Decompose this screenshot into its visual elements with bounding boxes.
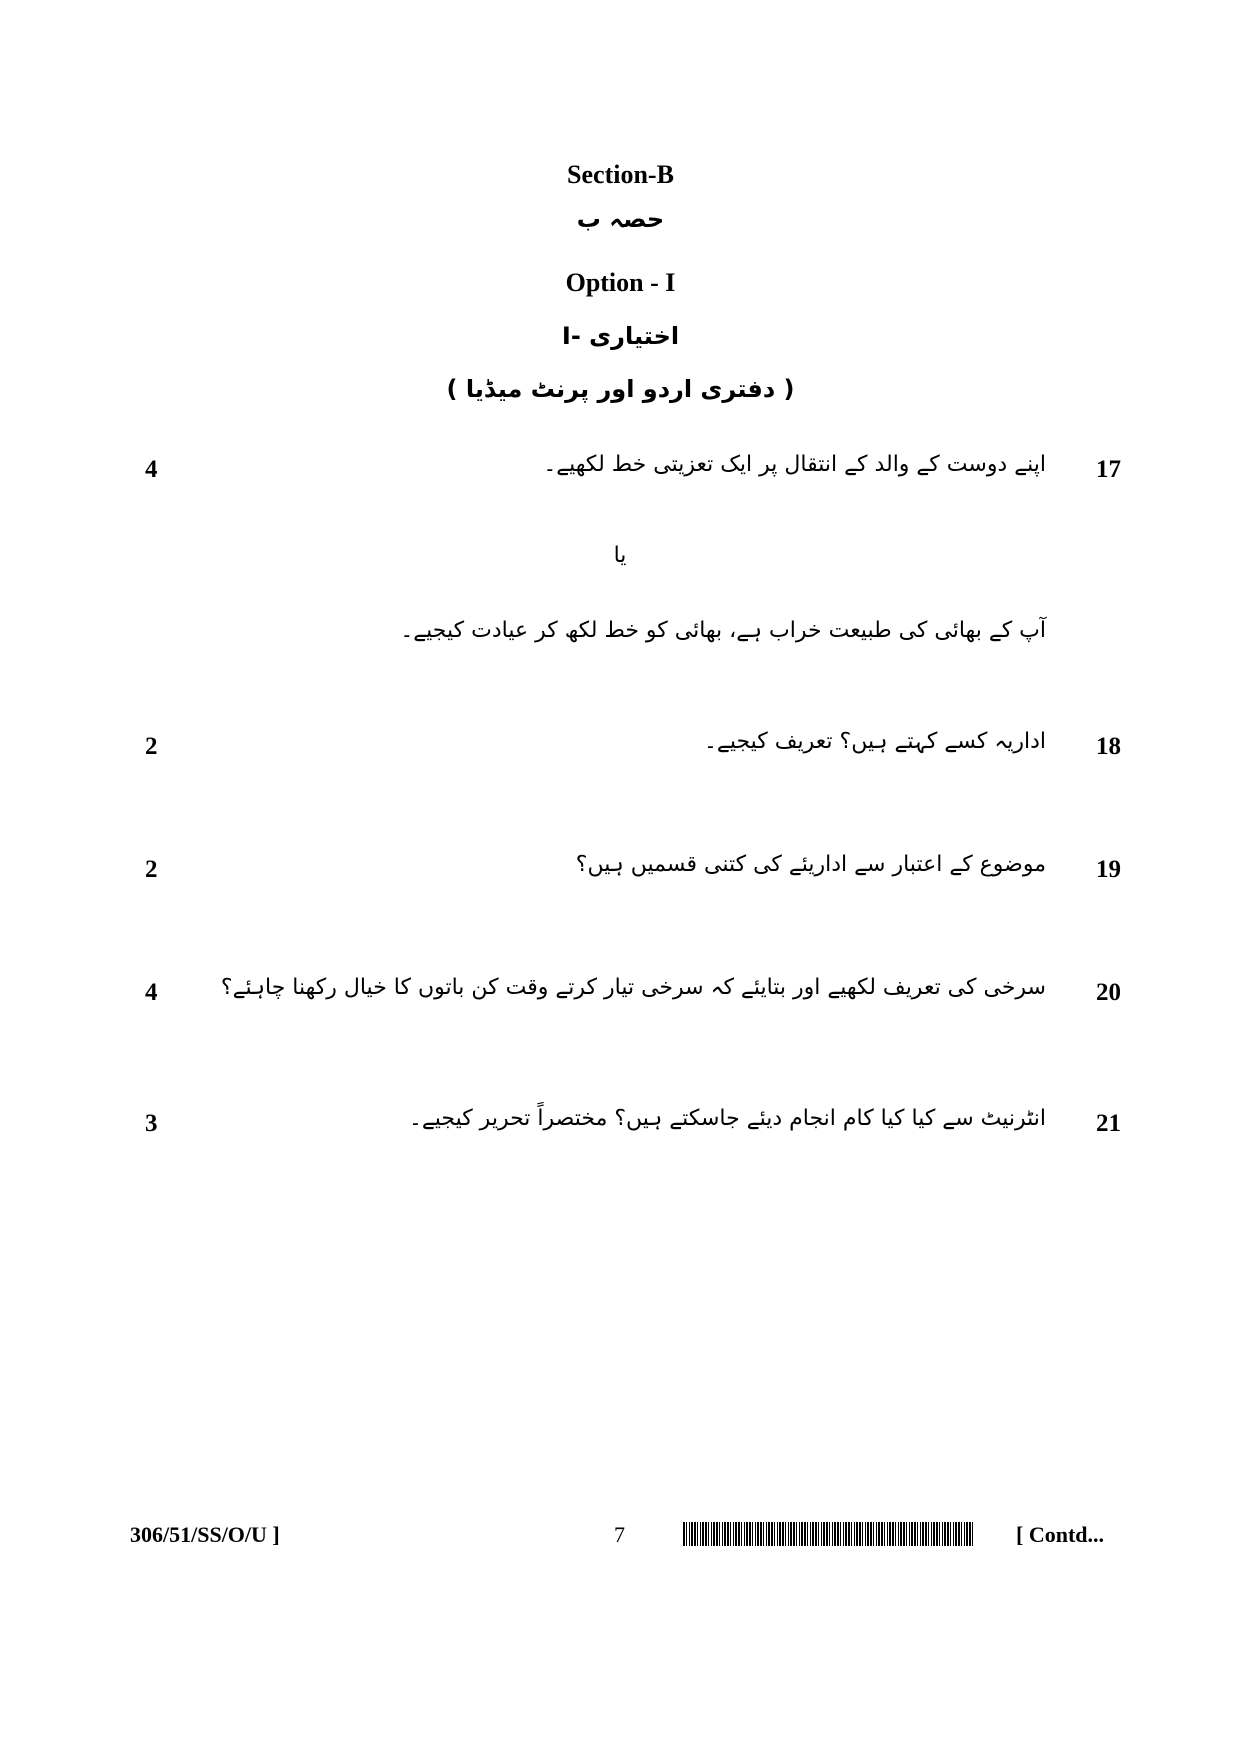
question-text: موضوع کے اعتبار سے اداریئے کی کتنی قسمیں ہیں؟ [575, 852, 1046, 877]
continued-label: [ Contd... [1016, 1522, 1105, 1547]
question-marks: 3 [145, 1110, 158, 1137]
question-alt-text: آپ کے بھائی کی طبیعت خراب ہے، بھائی کو خط لکھ کر عیادت کیجیے۔ [400, 618, 1046, 643]
question-marks: 4 [145, 456, 158, 483]
option-title-ur: اختیاری -I [561, 322, 680, 350]
question-marks: 2 [145, 733, 158, 760]
question-number: 19 [1096, 856, 1121, 883]
section-title-ur: حصہ ب [576, 205, 665, 233]
question-number: 20 [1096, 979, 1121, 1006]
question-text: سرخی کی تعریف لکھیے اور بتایئے کہ سرخی تیار کرتے وقت کن باتوں کا خیال رکھنا چاہئے؟ [220, 975, 1046, 1000]
paper-code: 306/51/SS/O/U ] [130, 1522, 280, 1547]
question-text: انٹرنیٹ سے کیا کیا کام انجام دیئے جاسکتے ہیں؟ مختصراً تحریر کیجیے۔ [408, 1106, 1046, 1131]
question-number: 21 [1096, 1110, 1121, 1137]
barcode-image [683, 1522, 973, 1546]
question-number: 17 [1096, 456, 1121, 483]
question-text: اپنے دوست کے والد کے انتقال پر ایک تعزیتی خط لکھیے۔ [543, 452, 1046, 477]
option-title-en: Option - I [565, 268, 676, 297]
question-text: اداریہ کسے کہتے ہیں؟ تعریف کیجیے۔ [704, 729, 1046, 754]
question-number: 18 [1096, 733, 1121, 760]
question-marks: 2 [145, 856, 158, 883]
question-marks: 4 [145, 979, 158, 1006]
page-number: 7 [614, 1522, 625, 1547]
option-subtitle-ur: ( دفتری اردو اور پرنٹ میڈیا ) [446, 375, 795, 403]
section-title-en: Section-B [567, 160, 674, 189]
or-label: یا [613, 543, 627, 568]
